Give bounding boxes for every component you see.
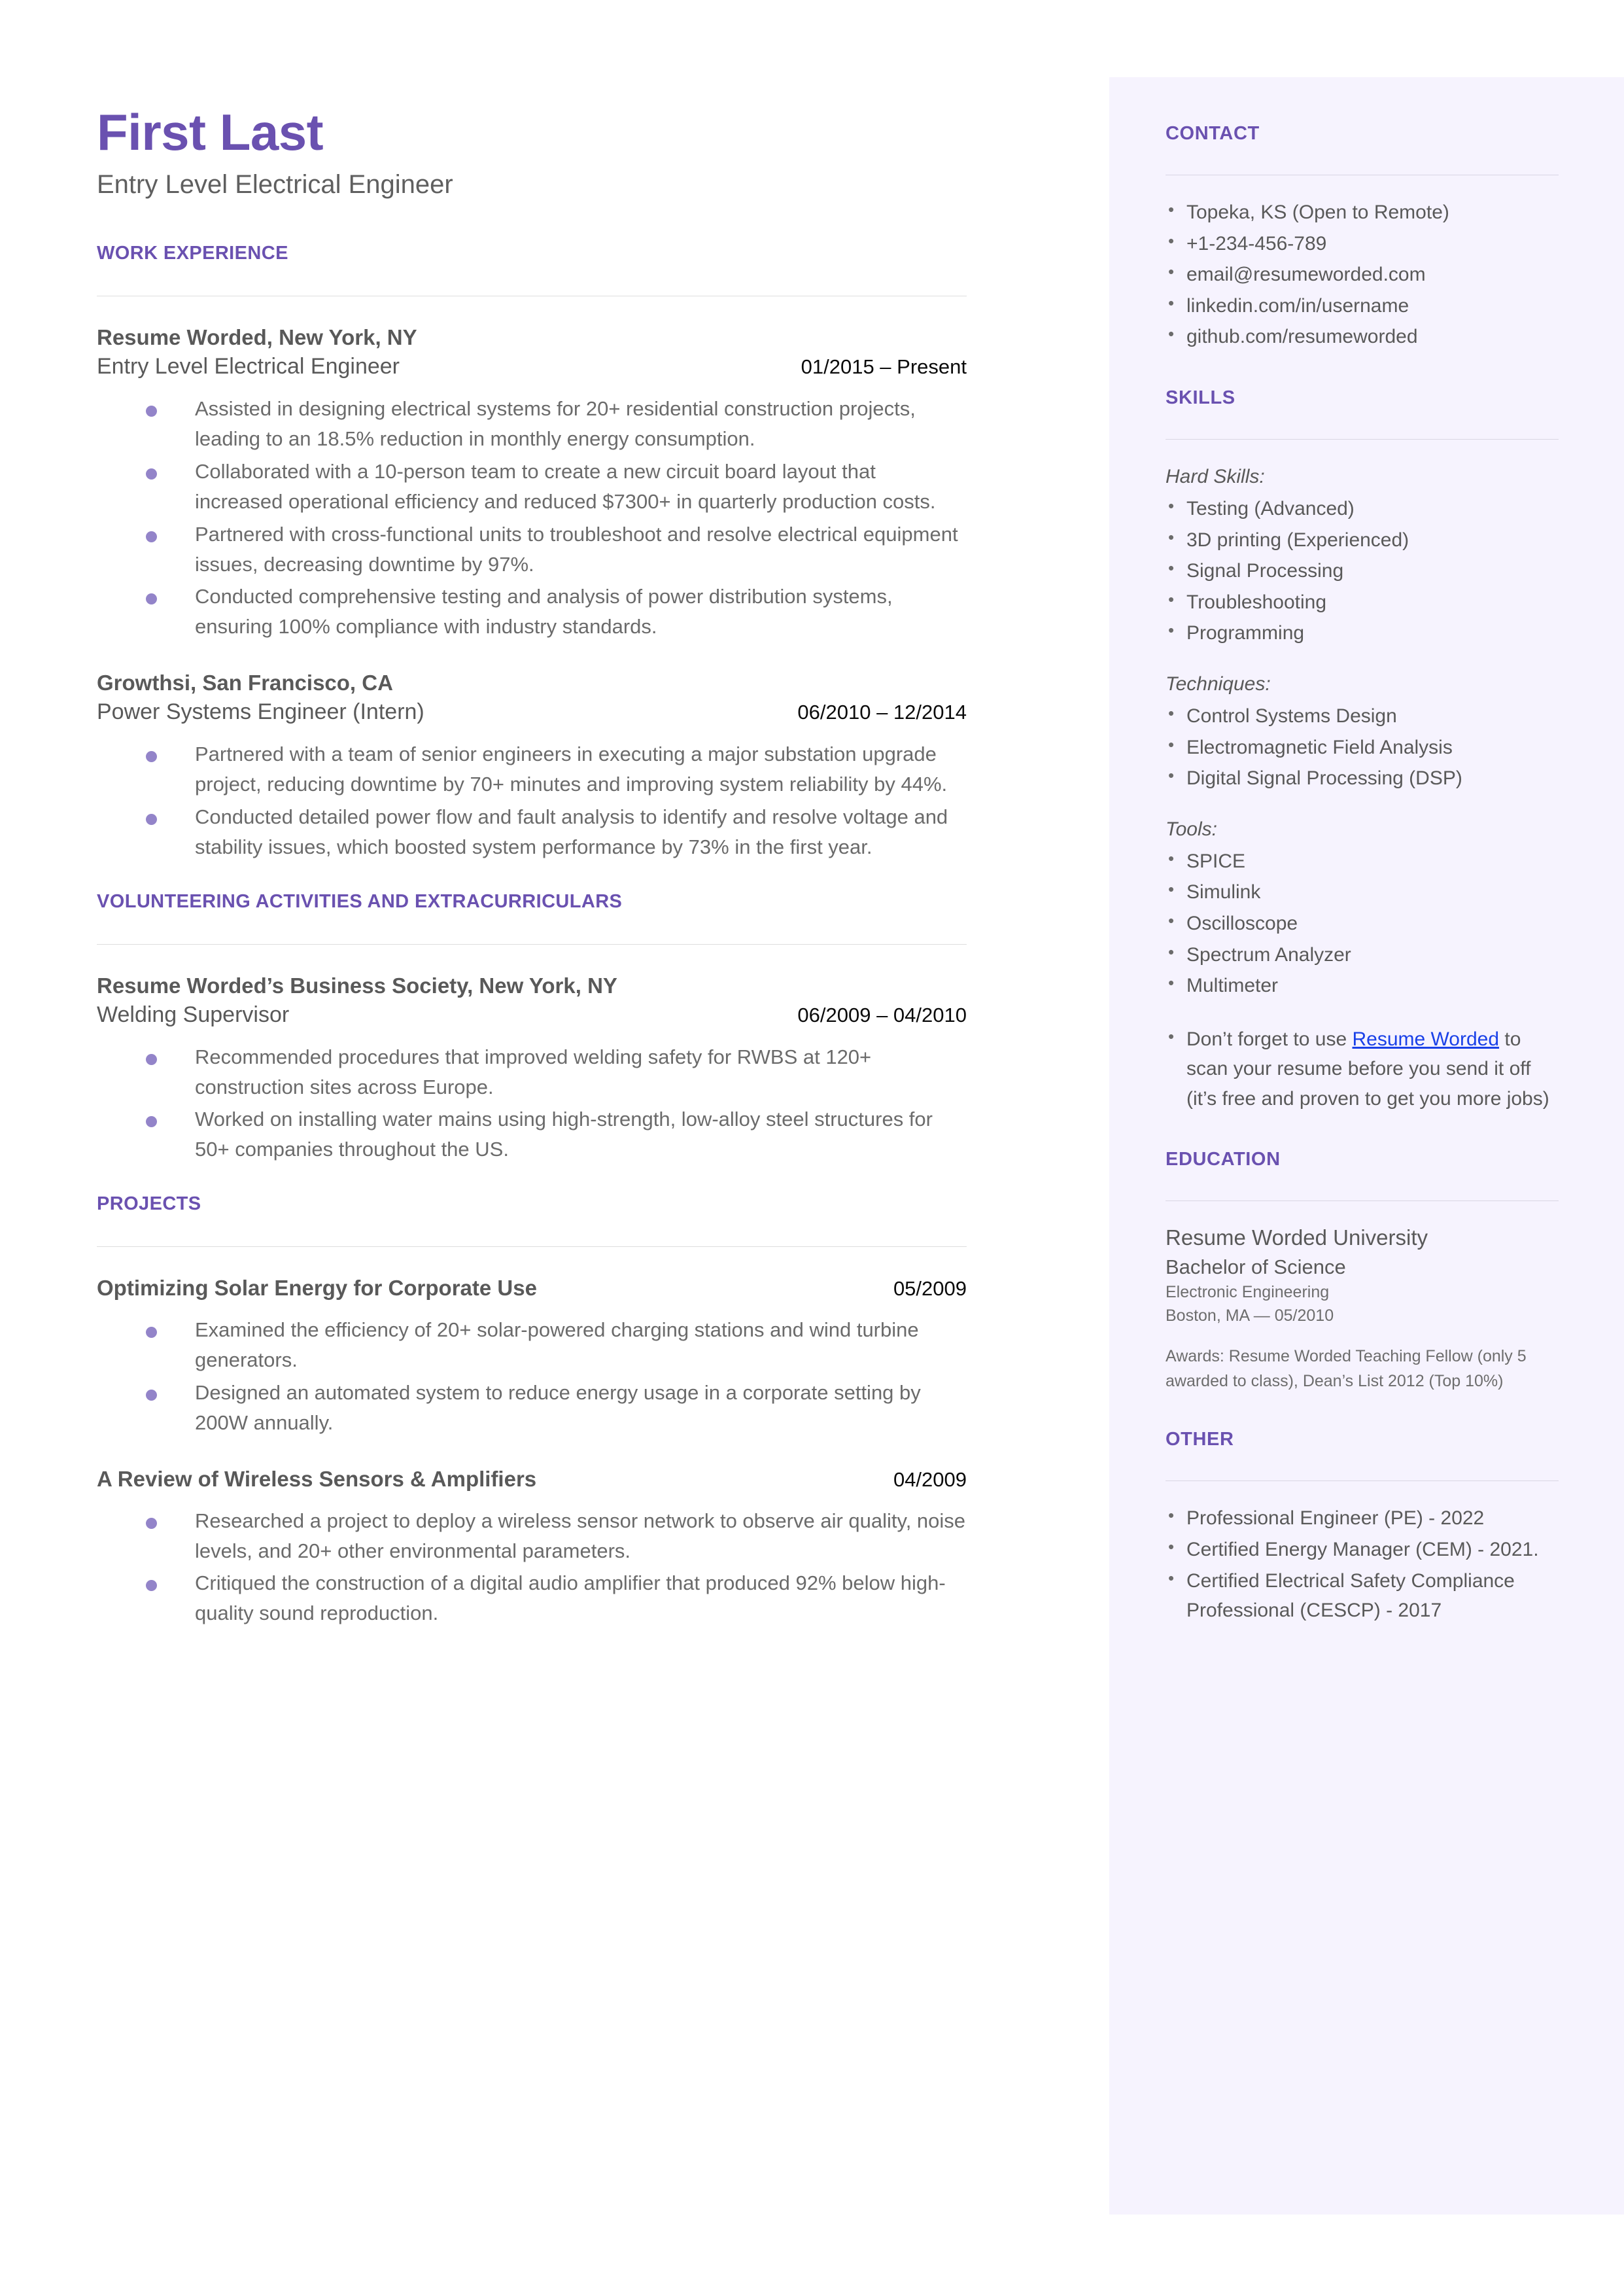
section-heading-volunteering: VOLUNTEERING ACTIVITIES AND EXTRACURRICULARS <box>97 890 623 912</box>
employer-name: Resume Worded, New York, NY <box>97 325 417 350</box>
job-title: Power Systems Engineer (Intern) <box>97 699 424 725</box>
list-item: • Programming <box>1166 618 1559 648</box>
project-title: Optimizing Solar Energy for Corporate Use <box>97 1276 537 1301</box>
skills-divider <box>1166 439 1559 440</box>
list-item: Recommended procedures that improved welding safety for RWBS at 120+ construction sites across Europe. <box>97 1042 967 1102</box>
work-entry <box>97 325 967 379</box>
project-bullets <box>97 1315 967 1438</box>
project-date: 04/2009 <box>893 1467 967 1491</box>
skills-group-label: Tools: <box>1166 818 1217 840</box>
list-item: Designed an automated system to reduce energy usage in a corporate setting by 200W annually. <box>97 1378 967 1438</box>
other-section <box>1166 1429 1559 1625</box>
project-date: 05/2009 <box>893 1277 967 1301</box>
spacer <box>1166 1002 1559 1022</box>
work-bullets <box>97 739 967 862</box>
skills-section <box>1166 387 1559 1114</box>
list-item: Researched a project to deploy a wireless sensor network to observe air quality, noise levels, and 20+ other environmental parameters. <box>97 1506 967 1566</box>
project-bullets <box>97 1506 967 1629</box>
contact-heading: CONTACT <box>1166 123 1260 144</box>
list-item: • Digital Signal Processing (DSP) <box>1166 763 1559 794</box>
job-title: Entry Level Electrical Engineer <box>97 354 400 379</box>
list-item: • Spectrum Analyzer <box>1166 940 1559 970</box>
list-item: Examined the efficiency of 20+ solar-powered charging stations and wind turbine generators. <box>97 1315 967 1375</box>
list-item: Collaborated with a 10-person team to create a new circuit board layout that increased operational efficiency and reduced $7300+ in quarterly production costs. <box>97 457 967 517</box>
job-dates: 01/2015 – Present <box>801 355 967 379</box>
list-item: • Certified Electrical Safety Compliance Professional (CESCP) - 2017 <box>1166 1566 1559 1626</box>
list-item: Critiqued the construction of a digital audio amplifier that produced 92% below high-quality sound reproduction. <box>97 1568 967 1628</box>
list-item: Partnered with cross-functional units to troubleshoot and resolve electrical equipment issues, decreasing downtime by 97%. <box>97 519 967 580</box>
list-item: Assisted in designing electrical systems for 20+ residential construction projects, leading to an 18.5% reduction in monthly energy consumption. <box>97 394 967 454</box>
other-divider <box>1166 1480 1559 1481</box>
job-dates: 06/2010 – 12/2014 <box>797 701 967 724</box>
education-awards: Awards: Resume Worded Teaching Fellow (only 5 awarded to class), Dean’s List 2012 (Top 10%) <box>1166 1347 1527 1390</box>
volunteering-bullets <box>97 1042 967 1165</box>
volunteer-title: Welding Supervisor <box>97 1002 290 1027</box>
list-item: • Troubleshooting <box>1166 587 1559 618</box>
volunteering-entry <box>97 973 967 1028</box>
page-title: First Last <box>97 103 324 161</box>
certifications-list <box>1166 1503 1559 1625</box>
section-heading-projects: PROJECTS <box>97 1193 201 1215</box>
project-row <box>97 1276 967 1301</box>
tools-list <box>1166 847 1559 1001</box>
promo-text-before: Don’t forget to use <box>1186 1028 1353 1050</box>
list-item: Partnered with a team of senior engineers in executing a major substation upgrade project, reducing downtime by 70+ minutes and improving system reliability by 44%. <box>97 739 967 799</box>
list-item: Conducted comprehensive testing and analysis of power distribution systems, ensuring 100% compliance with industry standards. <box>97 582 967 642</box>
list-item: Conducted detailed power flow and fault analysis to identify and resolve voltage and stability issues, which boosted system performance by 73% in the first year. <box>97 802 967 862</box>
list-item: • Professional Engineer (PE) - 2022 <box>1166 1503 1559 1533</box>
list-item: • Control Systems Design <box>1166 701 1559 731</box>
role-row <box>97 699 967 725</box>
organization-name: Resume Worded’s Business Society, New York, NY <box>97 973 617 998</box>
list-item: • 3D printing (Experienced) <box>1166 525 1559 555</box>
list-item: • SPICE <box>1166 847 1559 877</box>
list-item: • Simulink <box>1166 877 1559 907</box>
education-heading: EDUCATION <box>1166 1149 1281 1170</box>
project-row <box>97 1467 967 1492</box>
resume-worded-link[interactable]: Resume Worded <box>1352 1028 1500 1050</box>
skills-group-label: Hard Skills: <box>1166 465 1265 487</box>
work-entry <box>97 671 967 725</box>
education-school: Resume Worded University <box>1166 1225 1428 1250</box>
education-field: Electronic Engineering <box>1166 1283 1330 1302</box>
education-location-date: Boston, MA — 05/2010 <box>1166 1306 1334 1325</box>
list-item: • Signal Processing <box>1166 556 1559 586</box>
list-item: • Electromagnetic Field Analysis <box>1166 733 1559 763</box>
education-section <box>1166 1149 1559 1393</box>
main-column <box>97 105 967 1657</box>
spacer <box>1166 650 1559 669</box>
work-bullets <box>97 394 967 642</box>
role-row <box>97 1002 967 1028</box>
list-item: Worked on installing water mains using high-strength, low-alloy steel structures for 50+ companies throughout the US. <box>97 1104 967 1165</box>
list-item: • email@resumeworded.com <box>1166 260 1559 290</box>
contact-section <box>1166 123 1559 352</box>
hard-skills-list <box>1166 494 1559 648</box>
sidebar <box>1109 77 1624 2215</box>
list-item: • +1-234-456-789 <box>1166 229 1559 259</box>
section-divider <box>97 1246 967 1247</box>
list-item: • Oscilloscope <box>1166 909 1559 939</box>
list-item: • Certified Energy Manager (CEM) - 2021. <box>1166 1535 1559 1565</box>
role-row <box>97 354 967 379</box>
list-item: • Multimeter <box>1166 971 1559 1001</box>
volunteer-dates: 06/2009 – 04/2010 <box>797 1003 967 1026</box>
techniques-list <box>1166 701 1559 794</box>
resume-worded-promo <box>1166 1025 1559 1114</box>
list-item: • Topeka, KS (Open to Remote) <box>1166 198 1559 228</box>
skills-heading: SKILLS <box>1166 387 1235 408</box>
education-divider <box>1166 1200 1559 1201</box>
education-degree: Bachelor of Science <box>1166 1255 1346 1279</box>
section-heading-work-experience: WORK EXPERIENCE <box>97 243 288 264</box>
contact-list <box>1166 198 1559 352</box>
list-item: • linkedin.com/in/username <box>1166 291 1559 321</box>
project-title: A Review of Wireless Sensors & Amplifiers <box>97 1466 537 1491</box>
section-divider <box>97 944 967 945</box>
spacer <box>1166 795 1559 815</box>
skills-group-label: Techniques: <box>1166 673 1271 695</box>
other-heading: OTHER <box>1166 1429 1234 1450</box>
job-headline: Entry Level Electrical Engineer <box>97 170 453 200</box>
employer-name: Growthsi, San Francisco, CA <box>97 671 393 695</box>
promo-text-after: to scan your resume before you send it off (it’s free and proven to get you more jobs) <box>1186 1028 1549 1110</box>
list-item: • github.com/resumeworded <box>1166 322 1559 352</box>
list-item: • Testing (Advanced) <box>1166 494 1559 524</box>
